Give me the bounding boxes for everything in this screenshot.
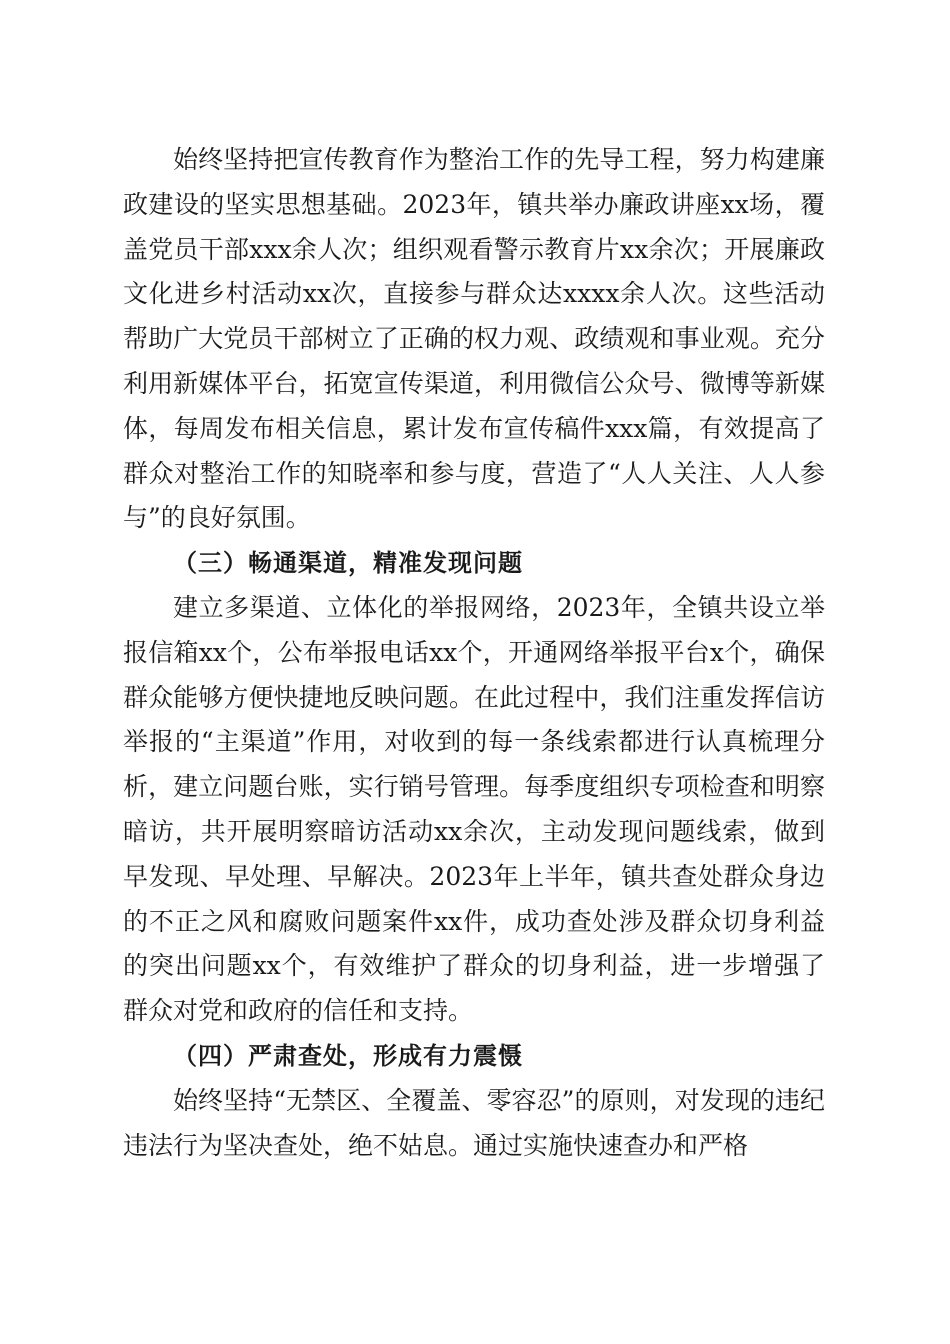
section-heading-3: （三）畅通渠道，精准发现问题 [173,549,523,578]
section-heading-4: （四）严肃查处，形成有力震慑 [173,1041,523,1070]
paragraph-strict-investigation: 始终坚持“无禁区、全覆盖、零容忍”的原则，对发现的违纪违法行为坚决查处，绝不姑息。通过实施快速查办和严格 [123,1085,825,1160]
document-body [123,138,825,1168]
paragraph-reporting-channels: 建立多渠道、立体化的举报网络，2023年，全镇共设立举报信箱xx个，公布举报电话xx个，开通网络举报平台x个，确保群众能够方便快捷地反映问题。在此过程中，我们注重发挥信访举报的“主渠道”作用，对收到的每一条线索都进行认真梳理分析，建立问题台账，实行销号管理。每季度组织专项检查和明察暗访，共开展明察暗访活动xx余次，主动发现问题线索，做到早发现、早处理、早解决。2023年上半年，镇共查处群众身边的不正之风和腐败问题案件xx件，成功查处涉及群众切身利益的突出问题xx个，有效维护了群众的切身利益，进一步增强了群众对党和政府的信任和支持。 [123,592,825,1026]
paragraph-propaganda-education: 始终坚持把宣传教育作为整治工作的先导工程，努力构建廉政建设的坚实思想基础。2023年，镇共举办廉政讲座xx场，覆盖党员干部xxx余人次；组织观看警示教育片xx余次；开展廉政文化进乡村活动xx次，直接参与群众达xxxx余人次。这些活动帮助广大党员干部树立了正确的权力观、政绩观和事业观。充分利用新媒体平台，拓宽宣传渠道，利用微信公众号、微博等新媒体，每周发布相关信息，累计发布宣传稿件xxx篇，有效提高了群众对整治工作的知晓率和参与度，营造了“人人关注、人人参与”的良好氛围。 [123,145,825,533]
